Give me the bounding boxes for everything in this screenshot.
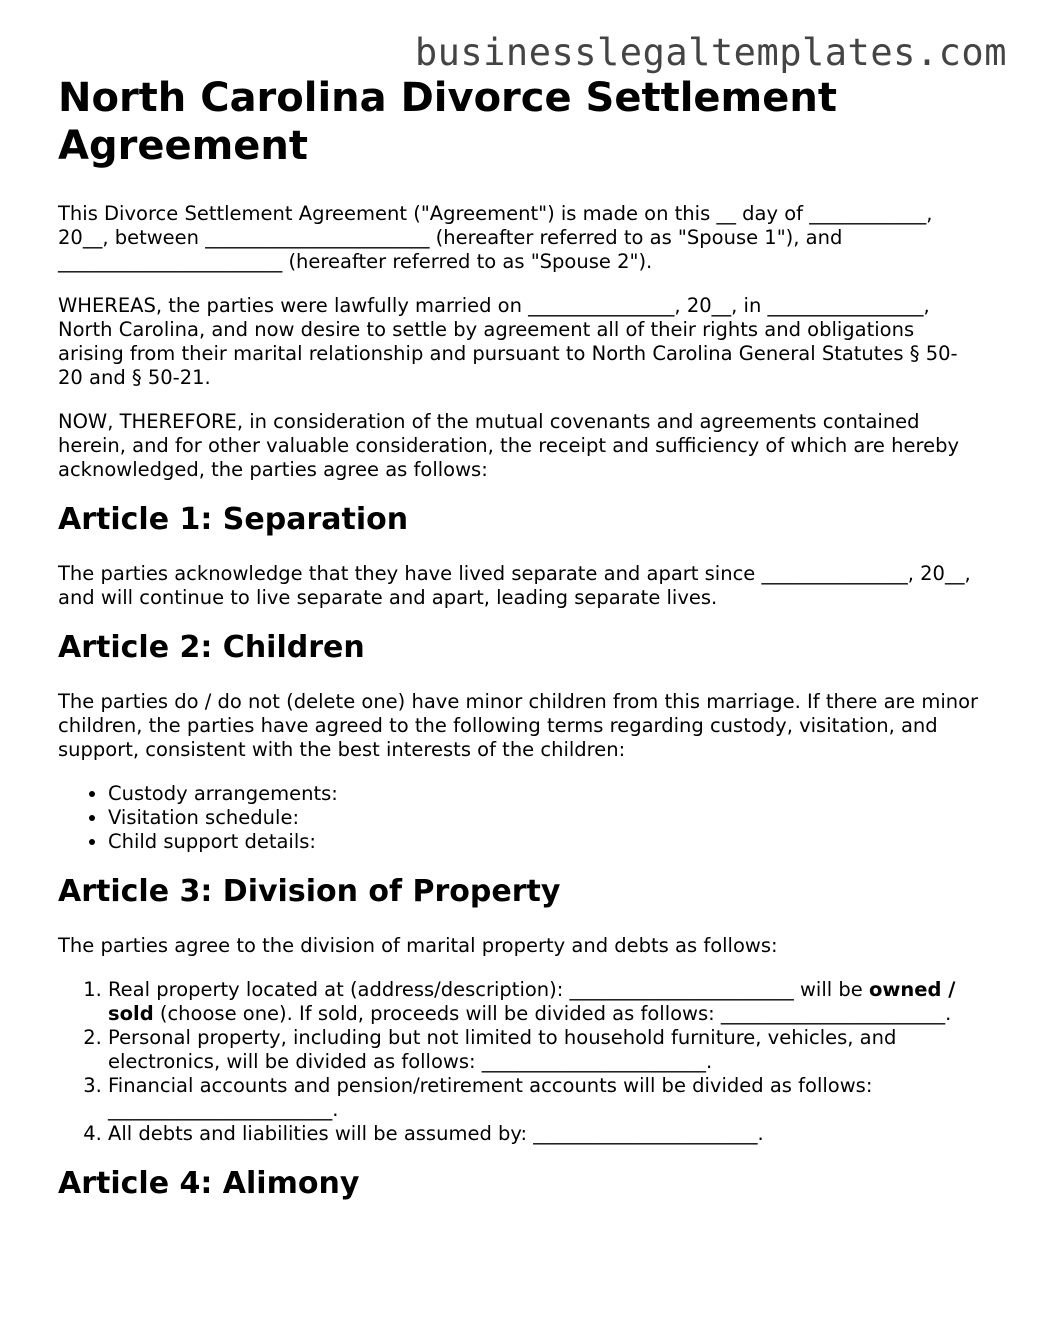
list-item: • Custody arrangements: <box>108 782 980 806</box>
list-item: • Child support details: <box>108 830 980 854</box>
article-1-heading: Article 1: Separation <box>58 502 409 537</box>
whereas-paragraph: WHEREAS, the parties were lawfully married on _______________, 20__, in ________________, North Carolina, and now desire to settle by agreement all of their rights and obligations arising from their marital relationship and pursuant to North Carolina General Statutes § 50-20 and § 50-21. <box>58 294 958 389</box>
real-property-proceeds-text: (choose one). If sold, proceeds will be divided as follows: _______________________. <box>153 1002 952 1025</box>
list-item: 3. Financial accounts and pension/retirement accounts will be divided as follows: _______________________. <box>108 1074 980 1122</box>
real-property-text: Real property located at (address/description): _______________________ will be <box>108 978 869 1001</box>
article-2-text: The parties do / do not (delete one) have minor children from this marriage. If there are minor children, the parties have agreed to the following terms regarding custody, visitation, and support, consistent with the best interests of the children: <box>58 690 979 761</box>
intro-paragraph: This Divorce Settlement Agreement ("Agreement") is made on this __ day of ____________, 20__, between _______________________ (hereafter referred to as "Spouse 1"), and _______________________ (hereafter referred to as "Spouse 2"). <box>58 202 933 273</box>
list-item <box>108 978 980 1026</box>
list-item: 2. Personal property, including but not limited to household furniture, vehicles, and electronics, will be divided as follows: _______________________. <box>108 1026 980 1074</box>
list-item: • Visitation schedule: <box>108 806 980 830</box>
article-2-heading: Article 2: Children <box>58 630 365 665</box>
watermark: businesslegaltemplates.com <box>414 31 1007 74</box>
article-4-heading: Article 4: Alimony <box>58 1166 360 1201</box>
article-3-heading: Article 3: Division of Property <box>58 874 561 909</box>
document-title: North Carolina Divorce Settlement Agreement <box>58 75 837 169</box>
article-1-text: The parties acknowledge that they have lived separate and apart since _______________, 20__, and will continue to live separate and apart, leading separate lives. <box>58 562 971 609</box>
document-body <box>58 74 980 1226</box>
list-item: 4. All debts and liabilities will be assumed by: _______________________. <box>108 1122 980 1146</box>
children-terms-list <box>58 782 980 854</box>
therefore-paragraph: NOW, THEREFORE, in consideration of the mutual covenants and agreements contained herein, and for other valuable consideration, the receipt and sufficiency of which are hereby acknowledged, the parties agree as follows: <box>58 410 959 481</box>
owned-sold-choice: owned / sold <box>108 978 956 1025</box>
article-3-text: The parties agree to the division of marital property and debts as follows: <box>58 934 778 957</box>
property-division-list <box>58 978 980 1146</box>
